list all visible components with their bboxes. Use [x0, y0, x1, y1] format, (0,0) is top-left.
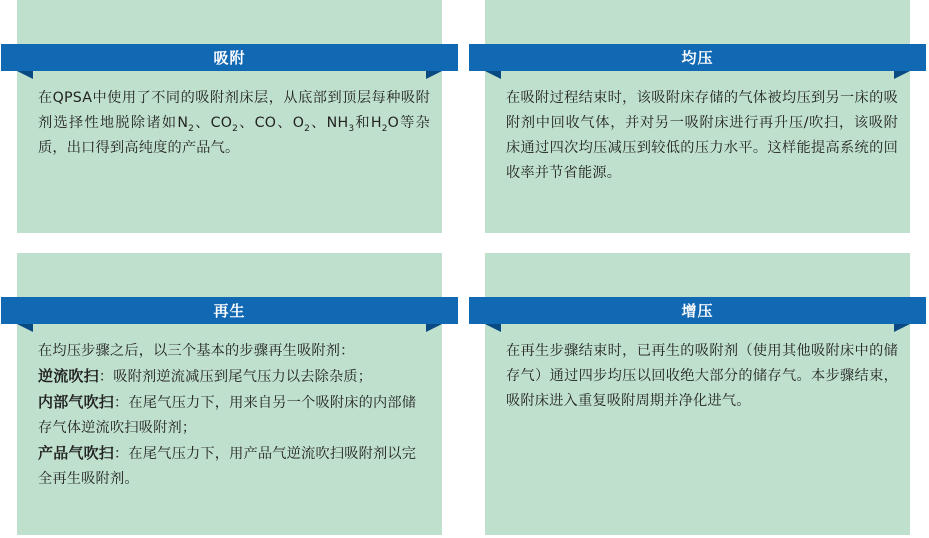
card-text-regeneration [38, 339, 430, 492]
card-title-equalization: 均压 [469, 44, 926, 71]
banner-fold-left [485, 71, 501, 79]
banner-fold-left [485, 324, 501, 332]
banner-fold-right [894, 324, 910, 332]
card-equalization [485, 0, 910, 233]
step-term: 内部气吹扫 [38, 393, 115, 411]
card-repressurization [485, 253, 910, 535]
card-text-equalization: 在吸附过程结束时，该吸附床存储的气体被均压到另一床的吸附剂中回收气体，并对另一吸附床进行再升压/吹扫，该吸附床通过四次均压减压到较低的压力水平。这样能提高系统的回收率并节省能源。 [506, 90, 898, 181]
regeneration-intro: 在均压步骤之后，以三个基本的步骤再生吸附剂： [38, 343, 355, 359]
regeneration-step [38, 441, 430, 492]
regeneration-step [38, 390, 430, 441]
card-title-repressurization: 增压 [469, 297, 926, 324]
card-regeneration [17, 253, 442, 535]
card-adsorption [17, 0, 442, 233]
card-text-adsorption: 在QPSA中使用了不同的吸附剂床层，从底部到顶层每种吸附剂选择性地脱除诸如$N_2$、$CO_2$、CO、$O_2$、$NH_3$和$H_2O$等杂质，出口得到高纯度的产品气。 [38, 90, 430, 156]
card-title-adsorption: 吸附 [1, 44, 458, 71]
card-text-repressurization: 在再生步骤结束时，已再生的吸附剂（使用其他吸附床中的储存气）通过四步均压以回收绝大部分的储存气。本步骤结束，吸附床进入重复吸附周期并净化进气。 [506, 343, 898, 409]
step-term: 产品气吹扫 [38, 444, 115, 462]
regeneration-step [38, 364, 430, 390]
banner-fold-left [17, 71, 33, 79]
banner-fold-right [426, 71, 442, 79]
card-title-regeneration: 再生 [1, 297, 458, 324]
step-term: 逆流吹扫 [38, 367, 99, 385]
banner-fold-right [894, 71, 910, 79]
step-desc: ：吸附剂逆流减压到尾气压力以去除杂质； [98, 369, 373, 385]
step-desc: ：在尾气压力下，用来自另一个吸附床的内部储存气体逆流吹扫吸附剂； [38, 395, 417, 436]
step-desc: ：在尾气压力下，用产品气逆流吹扫吸附剂以完全再生吸附剂。 [38, 446, 417, 487]
banner-fold-right [426, 324, 442, 332]
banner-fold-left [17, 324, 33, 332]
